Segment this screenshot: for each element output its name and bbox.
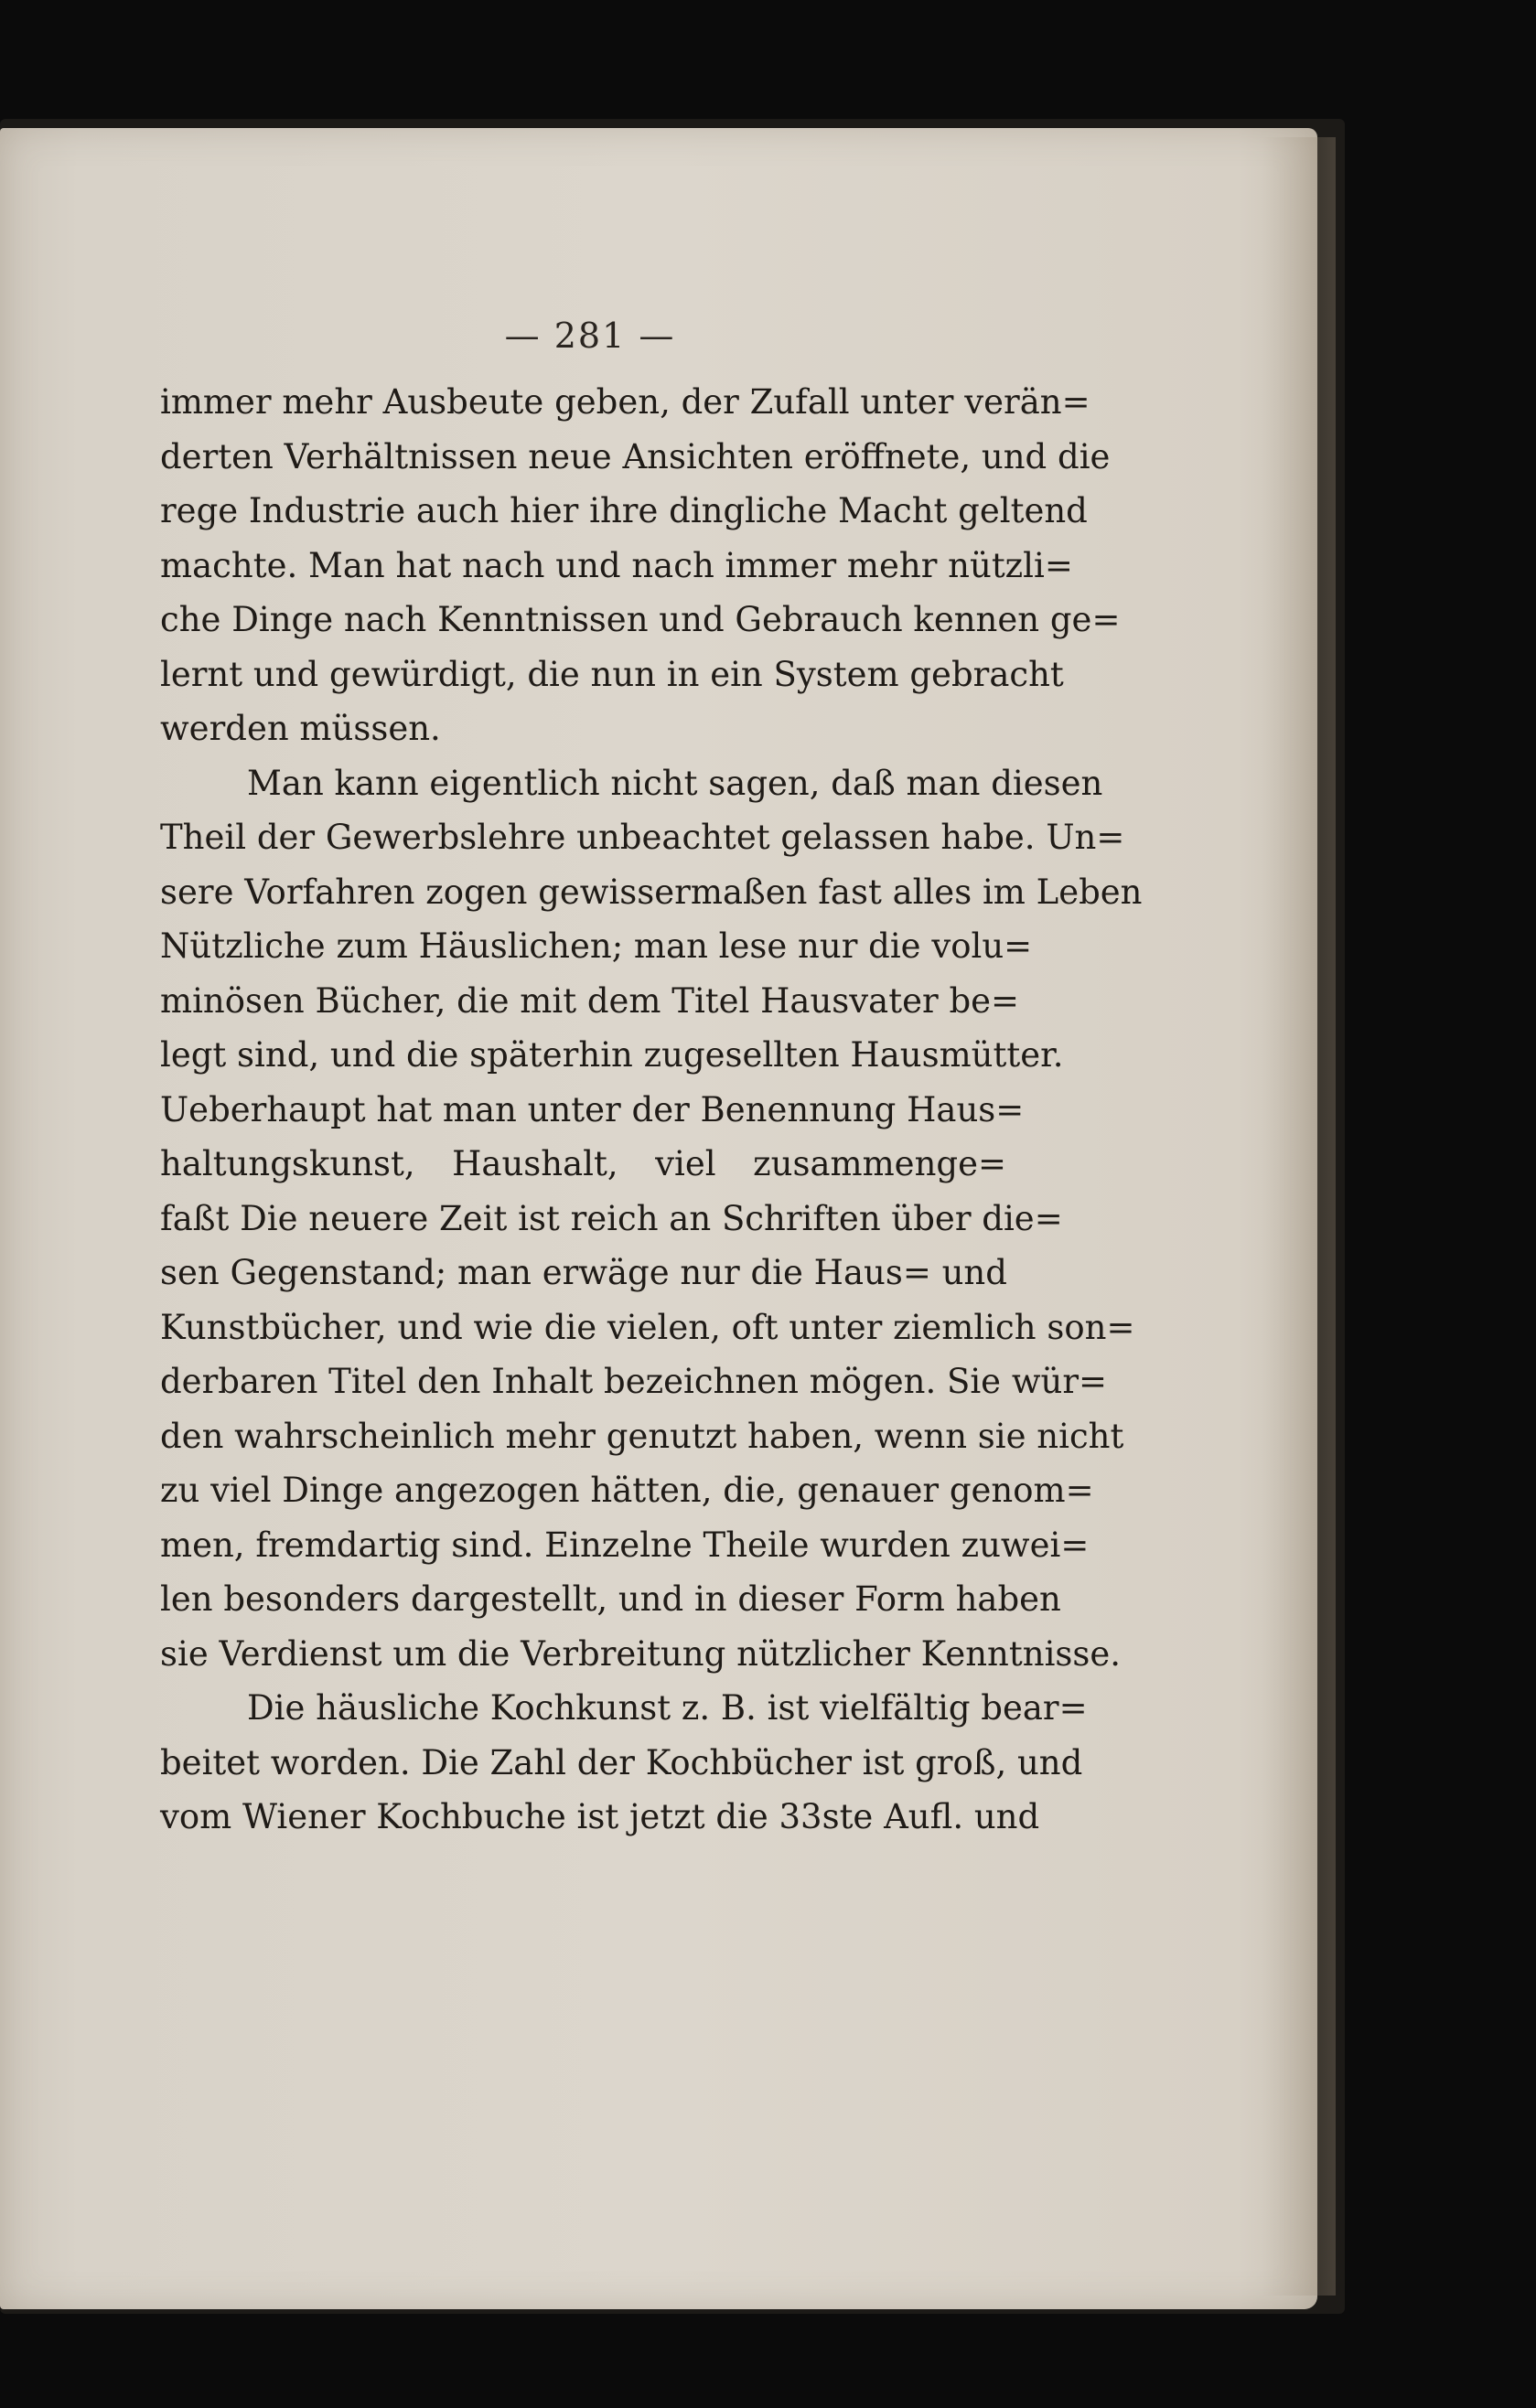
text-line: beitet worden. Die Zahl der Kochbücher ist groß, und — [160, 1742, 1083, 1782]
text-line: Ueberhaupt hat man unter der Benennung Haus= — [160, 1089, 1025, 1129]
text-line: minösen Bücher, die mit dem Titel Hausvater be= — [160, 980, 1020, 1021]
text-line: rege Industrie auch hier ihre dingliche Macht geltend — [160, 491, 1088, 530]
text-line: faßt Die neuere Zeit ist reich an Schriften über die= — [160, 1198, 1063, 1238]
text-line: Nützliche zum Häuslichen; man lese nur die volu= — [160, 926, 1033, 966]
text-line: derten Verhältnissen neue Ansichten eröffnete, und die — [160, 436, 1111, 476]
text-line: den wahrscheinlich mehr genutzt haben, wenn sie nicht — [160, 1416, 1124, 1456]
text-line: haltungskunst, Haushalt, viel zusammenge= — [160, 1144, 1006, 1183]
text-line: zu viel Dinge angezogen hätten, die, genauer genom= — [160, 1471, 1094, 1510]
text-line: lernt und gewürdigt, die nun in ein System gebracht — [160, 654, 1064, 694]
text-line: len besonders dargestellt, und in dieser Form haben — [160, 1579, 1061, 1619]
text-line: Kunstbücher, und wie die vielen, oft unter ziemlich son= — [160, 1307, 1135, 1347]
text-line: sere Vorfahren zogen gewissermaßen fast alles im Leben — [160, 872, 1143, 912]
text-line: vom Wiener Kochbuche ist jetzt die 33ste Aufl. und — [160, 1797, 1040, 1836]
body-text — [160, 375, 1143, 1845]
text-line: men, fremdartig sind. Einzelne Theile wurden zuwei= — [160, 1525, 1090, 1565]
text-line: sie Verdienst um die Verbreitung nützlicher Kenntnisse. — [160, 1633, 1122, 1674]
text-line: Man kann eigentlich nicht sagen, daß man diesen — [247, 763, 1103, 803]
text-line: Die häusliche Kochkunst z. B. ist vielfältig bear= — [247, 1688, 1088, 1728]
text-line: sen Gegenstand; man erwäge nur die Haus= und — [160, 1253, 1007, 1292]
text-line: legt sind, und die späterhin zugesellten Hausmütter. — [160, 1035, 1064, 1075]
text-line: Theil der Gewerbslehre unbeachtet gelassen habe. Un= — [160, 818, 1125, 857]
text-line: derbaren Titel den Inhalt bezeichnen mögen. Sie wür= — [160, 1362, 1108, 1401]
text-line: che Dinge nach Kenntnissen und Gebrauch kennen ge= — [160, 600, 1121, 639]
text-line: immer mehr Ausbeute geben, der Zufall unter verän= — [160, 382, 1090, 422]
page-number: — 281 — — [504, 316, 676, 356]
text-line: machte. Man hat nach und nach immer mehr nützli= — [160, 545, 1073, 585]
text-line: werden müssen. — [160, 709, 441, 748]
